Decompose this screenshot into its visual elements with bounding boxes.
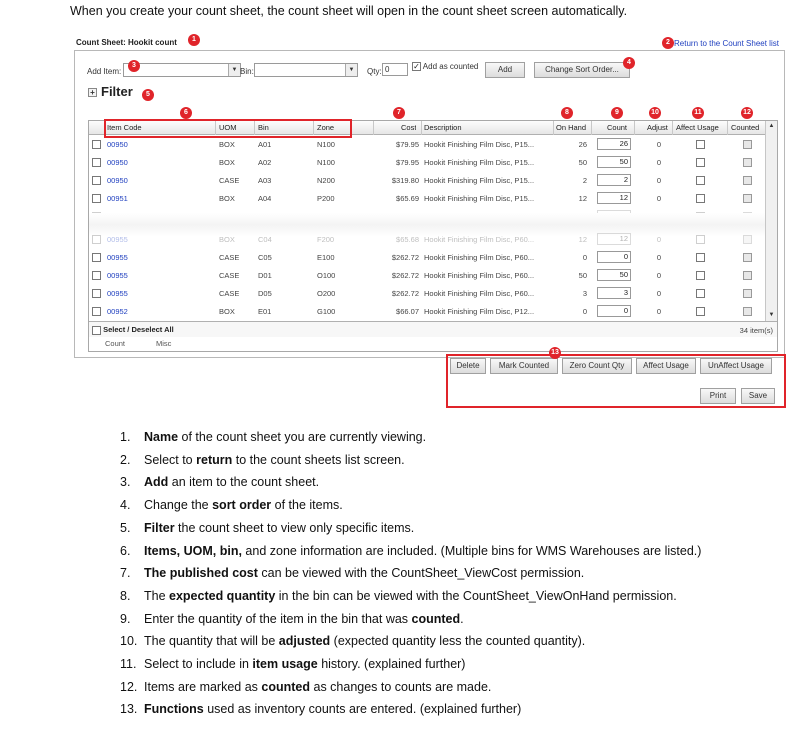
note-item [120, 653, 701, 676]
note-number: 6. [120, 543, 131, 558]
affect-usage-checkbox[interactable] [696, 235, 705, 244]
row-select-checkbox[interactable] [92, 140, 101, 149]
callout-2: 2 [662, 37, 674, 49]
table-row [89, 285, 765, 303]
callout-12: 12 [741, 107, 753, 119]
callout-3: 3 [128, 60, 140, 72]
note-item [120, 630, 701, 653]
note-number: 8. [120, 588, 131, 603]
note-item [120, 608, 701, 631]
adjust-cell: 0 [656, 271, 662, 280]
grid-scrollbar[interactable] [765, 121, 777, 321]
note-text: (expected quantity less the counted quantity). [330, 634, 586, 649]
bin-cell: A02 [258, 158, 272, 167]
bin-label: Bin: [240, 67, 254, 76]
zone-cell: G100 [317, 307, 336, 316]
note-number: 10. [120, 634, 138, 649]
callout-1: 1 [188, 34, 200, 46]
table-row [89, 303, 765, 321]
note-item [120, 449, 701, 472]
note-number: 13. [120, 702, 138, 717]
chevron-down-icon[interactable]: ▼ [228, 64, 240, 76]
cost-cell: $262.72 [391, 271, 419, 280]
note-bold: item usage [252, 657, 318, 672]
uom-cell: BOX [219, 307, 235, 316]
note-item [120, 471, 701, 494]
callout-5: 5 [142, 89, 154, 101]
description-cell: Hookit Finishing Film Disc, P15... [424, 158, 535, 167]
select-all-label: Select / Deselect All [103, 325, 174, 334]
item-code-link[interactable]: 00950 [107, 176, 128, 185]
note-item [120, 517, 701, 540]
uom-cell: CASE [219, 253, 240, 262]
note-text: Items are marked as [144, 679, 262, 694]
count-grid [88, 120, 778, 352]
row-select-checkbox[interactable] [92, 158, 101, 167]
table-row [89, 231, 765, 249]
on-hand-cell: 50 [578, 271, 587, 280]
item-code-link[interactable]: 00952 [107, 307, 128, 316]
add-item-label: Add Item: [87, 67, 122, 76]
note-item [120, 426, 701, 449]
counted-checkbox[interactable] [743, 289, 752, 298]
save-button[interactable]: Save [741, 388, 775, 404]
count-input[interactable]: 0 [597, 251, 631, 263]
note-text: in the bin can be viewed with the CountSheet_ViewOnHand permission. [275, 588, 677, 603]
item-code-link[interactable]: 00955 [107, 271, 128, 280]
note-text: Enter the quantity of the item in the bin that was [144, 611, 412, 626]
add-item-row [84, 58, 779, 88]
count-input[interactable]: 12 [597, 192, 631, 204]
col-uom[interactable]: UOM [219, 123, 237, 132]
adjust-cell: 0 [656, 253, 662, 262]
note-number: 12. [120, 679, 138, 694]
note-text: Select to include in [144, 657, 253, 672]
item-count: 34 item(s) [739, 326, 773, 335]
row-select-checkbox[interactable] [92, 194, 101, 203]
note-text: The quantity that will be [144, 634, 279, 649]
callout-8: 8 [561, 107, 573, 119]
note-number: 9. [120, 611, 131, 626]
note-number: 4. [120, 498, 131, 513]
zone-cell: N100 [317, 140, 335, 149]
col-affect-usage[interactable]: Affect Usage [676, 123, 719, 132]
row-select-checkbox[interactable] [92, 253, 101, 262]
counted-checkbox[interactable] [743, 194, 752, 203]
callout-6: 6 [180, 107, 192, 119]
note-bold: counted [261, 679, 311, 694]
row-select-checkbox[interactable] [92, 289, 101, 298]
note-text: history. (explained further) [317, 657, 466, 672]
cost-cell: $65.68 [396, 235, 419, 244]
note-text: and zone information are included. (Multiple bins for WMS Warehouses are listed.) [241, 543, 702, 558]
note-text: Change the [144, 498, 213, 513]
note-bold: expected quantity [169, 588, 276, 603]
select-all-wrap [92, 325, 174, 335]
on-hand-cell: 26 [578, 140, 587, 149]
note-bold: Name [144, 430, 179, 444]
zone-cell: E100 [317, 253, 335, 262]
row-select-checkbox[interactable] [92, 307, 101, 316]
adjust-cell: 0 [656, 235, 662, 244]
print-button[interactable]: Print [700, 388, 736, 404]
item-code-link[interactable]: 00951 [107, 194, 128, 203]
add-item-select[interactable] [123, 63, 241, 77]
counted-checkbox[interactable] [743, 307, 752, 316]
count-input[interactable]: 2 [597, 174, 631, 186]
col-item-code[interactable]: Item Code [107, 123, 142, 132]
note-bold: return [196, 452, 233, 467]
cost-cell: $65.69 [396, 194, 419, 203]
change-sort-order-button[interactable]: Change Sort Order... [534, 62, 630, 78]
add-as-counted-checkbox[interactable] [412, 62, 421, 71]
callout-7: 7 [393, 107, 405, 119]
note-text: an item to the count sheet. [168, 475, 320, 490]
count-sheet-frame [74, 34, 786, 400]
description-cell: Hookit Finishing Film Disc, P60... [424, 271, 535, 280]
note-bold: The published cost [144, 566, 258, 581]
bin-cell: D05 [258, 289, 272, 298]
add-as-counted-checkbox-wrap [412, 62, 478, 71]
note-number: 11. [120, 657, 137, 672]
note-item [120, 698, 701, 721]
note-text: as changes to counts are made. [310, 679, 492, 694]
col-zone[interactable]: Zone [317, 123, 335, 132]
table-row [89, 249, 765, 267]
bin-cell: E01 [258, 307, 272, 316]
table-row [89, 267, 765, 285]
affect-usage-checkbox[interactable] [696, 271, 705, 280]
note-item [120, 540, 701, 563]
col-count[interactable]: Count [607, 123, 628, 132]
note-text: of the count sheet you are currently viewing. [178, 430, 427, 444]
highlight-item-columns [104, 119, 352, 138]
count-input[interactable]: 0 [597, 305, 631, 317]
adjust-cell: 0 [656, 289, 662, 298]
col-adjust[interactable]: Adjust [647, 123, 668, 132]
note-bold: counted [411, 611, 461, 626]
uom-cell: CASE [219, 289, 240, 298]
description-cell: Hookit Finishing Film Disc, P15... [424, 194, 535, 203]
affect-usage-checkbox[interactable] [696, 194, 705, 203]
table-row [89, 154, 765, 172]
count-input[interactable]: 3 [597, 287, 631, 299]
scroll-up-icon[interactable]: ▲ [768, 123, 775, 129]
note-text: used as inventory counts are entered. (explained further) [203, 702, 522, 717]
zone-cell: O200 [317, 289, 336, 298]
adjust-cell: 0 [656, 194, 662, 203]
affect-usage-checkbox[interactable] [696, 289, 705, 298]
note-bold: Add [144, 475, 169, 490]
note-number: 2. [120, 452, 131, 467]
note-number: 5. [120, 520, 131, 535]
add-as-counted-label: Add as counted [422, 62, 479, 71]
col-cost[interactable]: Cost [401, 123, 417, 132]
callout-11: 11 [692, 107, 704, 119]
description-cell: Hookit Finishing Film Disc, P60... [424, 253, 535, 262]
affect-usage-checkbox[interactable] [696, 253, 705, 262]
note-text: to the count sheets list screen. [232, 452, 405, 467]
bin-cell: A03 [258, 176, 272, 185]
note-bold: sort order [212, 498, 272, 513]
note-text: Select to [144, 452, 197, 467]
item-code-link[interactable]: 00955 [107, 253, 128, 262]
affect-usage-checkbox[interactable] [696, 140, 705, 149]
bin-cell: D01 [258, 271, 272, 280]
note-number: 1. [120, 430, 131, 444]
bin-cell: C05 [258, 253, 272, 262]
item-code-link[interactable]: 00955 [107, 289, 128, 298]
uom-cell: BOX [219, 235, 235, 244]
callout-4: 4 [623, 57, 635, 69]
note-item [120, 676, 701, 699]
scroll-down-icon[interactable]: ▼ [768, 312, 775, 318]
count-input[interactable]: 26 [597, 138, 631, 150]
count-input[interactable]: 12 [597, 233, 631, 245]
counted-checkbox[interactable] [743, 253, 752, 262]
note-bold: Filter [144, 520, 175, 535]
cost-cell: $66.07 [396, 307, 419, 316]
chevron-down-icon[interactable]: ▼ [345, 64, 357, 76]
description-cell: Hookit Finishing Film Disc, P15... [424, 176, 535, 185]
note-text: of the items. [271, 498, 343, 513]
row-select-checkbox[interactable] [92, 176, 101, 185]
callout-13: 13 [549, 347, 561, 359]
on-hand-cell: 0 [582, 253, 587, 262]
affect-usage-button[interactable]: Affect Usage [636, 358, 696, 374]
col-counted[interactable]: Counted [731, 123, 760, 132]
item-code-link[interactable]: 00950 [107, 158, 128, 167]
uom-cell: BOX [219, 194, 235, 203]
description-cell: Hookit Finishing Film Disc, P60... [424, 289, 535, 298]
bin-cell: A01 [258, 140, 272, 149]
table-row [89, 172, 765, 190]
on-hand-cell: 50 [578, 158, 587, 167]
note-bold: Items, UOM, bin, [144, 543, 242, 558]
note-text: The [144, 588, 170, 603]
cost-cell: $262.72 [391, 289, 419, 298]
description-cell: Hookit Finishing Film Disc, P60... [424, 235, 535, 244]
uom-cell: BOX [219, 158, 235, 167]
cost-cell: $79.95 [396, 140, 419, 149]
row-select-checkbox[interactable] [92, 235, 101, 244]
callout-9: 9 [611, 107, 623, 119]
description-cell: Hookit Finishing Film Disc, P15... [424, 140, 535, 149]
adjust-cell: 0 [656, 158, 662, 167]
description-cell: Hookit Finishing Film Disc, P12... [424, 307, 535, 316]
cost-cell: $262.72 [391, 253, 419, 262]
zone-cell: O100 [317, 271, 336, 280]
col-on-hand[interactable]: On Hand [556, 123, 587, 132]
item-code-link[interactable]: 00950 [107, 140, 128, 149]
uom-cell: CASE [219, 176, 240, 185]
tab-misc[interactable]: Misc [156, 339, 172, 348]
counted-checkbox[interactable] [743, 140, 752, 149]
unaffect-usage-button[interactable]: UnAffect Usage [700, 358, 772, 374]
bin-cell: A04 [258, 194, 272, 203]
zone-cell: N100 [317, 158, 335, 167]
zone-cell: N200 [317, 176, 335, 185]
note-bold: adjusted [278, 634, 331, 649]
sheet-title: Count Sheet: Hookit count [76, 38, 177, 47]
filter-toggle[interactable] [88, 84, 133, 99]
counted-checkbox[interactable] [743, 158, 752, 167]
col-description[interactable]: Description [424, 123, 462, 132]
return-to-list-link[interactable]: Return to the Count Sheet list [674, 39, 779, 48]
grid-tabs [89, 337, 777, 351]
adjust-cell: 0 [656, 307, 662, 316]
counted-checkbox[interactable] [743, 176, 752, 185]
callout-10: 10 [649, 107, 661, 119]
counted-checkbox[interactable] [743, 271, 752, 280]
affect-usage-checkbox[interactable] [696, 307, 705, 316]
uom-cell: BOX [219, 140, 235, 149]
expand-plus-icon[interactable]: + [88, 88, 97, 97]
uom-cell: CASE [219, 271, 240, 280]
on-hand-cell: 3 [582, 289, 587, 298]
zone-cell: F200 [317, 235, 335, 244]
note-item [120, 494, 701, 517]
grid-footer [89, 321, 777, 337]
delete-button[interactable]: Delete [450, 358, 486, 374]
filter-label: Filter [101, 84, 133, 99]
table-row [89, 190, 765, 208]
zero-count-qty-button[interactable]: Zero Count Qty [562, 358, 632, 374]
tab-count[interactable]: Count [105, 339, 126, 348]
select-all-checkbox[interactable] [92, 326, 101, 335]
note-bold: Functions [144, 702, 204, 717]
add-button[interactable]: Add [485, 62, 525, 78]
adjust-cell: 0 [656, 140, 662, 149]
cost-cell: $319.80 [391, 176, 419, 185]
on-hand-cell: 12 [578, 194, 587, 203]
note-number: 7. [120, 566, 131, 581]
qty-label: Qty: [367, 67, 382, 76]
note-text: can be viewed with the CountSheet_ViewCost permission. [257, 566, 585, 581]
zone-cell: P200 [317, 194, 335, 203]
highlight-functions [446, 354, 786, 408]
table-row [89, 136, 765, 154]
affect-usage-checkbox[interactable] [696, 158, 705, 167]
note-item [120, 562, 701, 585]
note-number: 3. [120, 475, 131, 490]
note-text: the count sheet to view only specific items. [174, 520, 415, 535]
row-select-checkbox[interactable] [92, 271, 101, 280]
on-hand-cell: 12 [578, 235, 587, 244]
note-item [120, 585, 701, 608]
bin-cell: C04 [258, 235, 272, 244]
intro-text: When you create your count sheet, the count sheet will open in the count sheet screen automatically. [70, 4, 628, 18]
count-input[interactable]: 50 [597, 156, 631, 168]
on-hand-cell: 2 [582, 176, 587, 185]
note-text: . [460, 611, 464, 626]
counted-checkbox[interactable] [743, 235, 752, 244]
count-input[interactable]: 50 [597, 269, 631, 281]
qty-input[interactable]: 0 [382, 63, 408, 76]
bin-select[interactable] [254, 63, 358, 77]
col-bin[interactable]: Bin [258, 123, 269, 132]
item-code-link[interactable]: 00955 [107, 235, 128, 244]
numbered-notes [120, 426, 701, 721]
affect-usage-checkbox[interactable] [696, 176, 705, 185]
cost-cell: $79.95 [396, 158, 419, 167]
adjust-cell: 0 [656, 176, 662, 185]
on-hand-cell: 0 [582, 307, 587, 316]
mark-counted-button[interactable]: Mark Counted [490, 358, 558, 374]
